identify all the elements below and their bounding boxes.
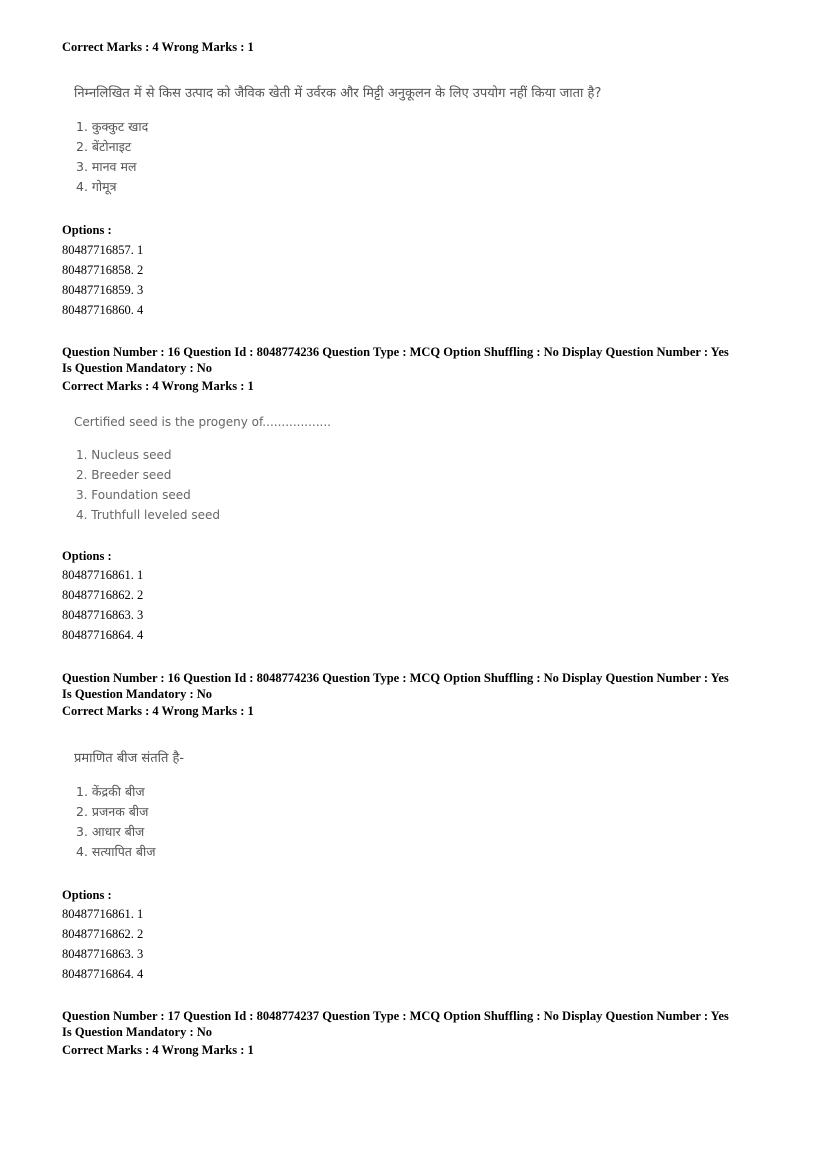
question-image bbox=[62, 413, 682, 525]
option-item: 80487716860. 4 bbox=[62, 303, 144, 317]
option-item: 80487716857. 1 bbox=[62, 243, 144, 257]
mandatory-line: Is Question Mandatory : No bbox=[62, 361, 213, 375]
question-image bbox=[62, 85, 682, 197]
option-item: 80487716862. 2 bbox=[62, 927, 144, 941]
marks-line: Correct Marks : 4 Wrong Marks : 1 bbox=[62, 704, 254, 718]
choice-item: 1. केंद्रकी बीज bbox=[76, 784, 145, 799]
option-item: 80487716861. 1 bbox=[62, 568, 144, 582]
options-list bbox=[62, 565, 782, 645]
options-list bbox=[62, 904, 782, 984]
choice-item: 4. Truthfull leveled seed bbox=[76, 508, 220, 522]
choice-item: 2. Breeder seed bbox=[76, 468, 172, 482]
option-item: 80487716862. 2 bbox=[62, 588, 144, 602]
choice-item: 2. प्रजनक बीज bbox=[76, 804, 149, 819]
question-header: Question Number : 17 Question Id : 8048774237 Question Type : MCQ Option Shuffling : No Display Question Number : Yes bbox=[62, 1009, 729, 1023]
option-item: 80487716864. 4 bbox=[62, 967, 144, 981]
marks-line: Correct Marks : 4 Wrong Marks : 1 bbox=[62, 40, 254, 54]
option-item: 80487716864. 4 bbox=[62, 628, 144, 642]
choice-item: 1. कुक्कुट खाद bbox=[76, 119, 149, 134]
choice-item: 3. आधार बीज bbox=[76, 824, 145, 839]
options-label: Options : bbox=[62, 223, 112, 237]
question-header: Question Number : 16 Question Id : 8048774236 Question Type : MCQ Option Shuffling : No Display Question Number : Yes bbox=[62, 671, 729, 685]
marks-line: Correct Marks : 4 Wrong Marks : 1 bbox=[62, 1043, 254, 1057]
mandatory-line: Is Question Mandatory : No bbox=[62, 687, 213, 701]
choice-item: 2. बेंटोनाइट bbox=[76, 139, 132, 154]
options-list bbox=[62, 240, 782, 320]
choice-item: 3. Foundation seed bbox=[76, 488, 191, 502]
question-image bbox=[62, 750, 682, 862]
mandatory-line: Is Question Mandatory : No bbox=[62, 1025, 213, 1039]
question-text: निम्नलिखित में से किस उत्पाद को जैविक खेती में उर्वरक और मिट्टी अनुकूलन के लिए उपयोग नहीं किया जाता है? bbox=[74, 86, 602, 101]
option-item: 80487716858. 2 bbox=[62, 263, 144, 277]
choice-item: 1. Nucleus seed bbox=[76, 448, 172, 462]
option-item: 80487716861. 1 bbox=[62, 907, 144, 921]
choice-item: 4. सत्यापित बीज bbox=[76, 844, 156, 859]
question-header: Question Number : 16 Question Id : 8048774236 Question Type : MCQ Option Shuffling : No Display Question Number : Yes bbox=[62, 345, 729, 359]
question-text: प्रमाणित बीज संतति है- bbox=[74, 751, 185, 766]
option-item: 80487716859. 3 bbox=[62, 283, 144, 297]
marks-line: Correct Marks : 4 Wrong Marks : 1 bbox=[62, 379, 254, 393]
options-label: Options : bbox=[62, 549, 112, 563]
question-text: Certified seed is the progeny of.................. bbox=[74, 415, 331, 429]
choice-item: 3. मानव मल bbox=[76, 159, 137, 174]
choice-item: 4. गोमूत्र bbox=[76, 179, 117, 194]
options-label: Options : bbox=[62, 888, 112, 902]
option-item: 80487716863. 3 bbox=[62, 947, 144, 961]
option-item: 80487716863. 3 bbox=[62, 608, 144, 622]
